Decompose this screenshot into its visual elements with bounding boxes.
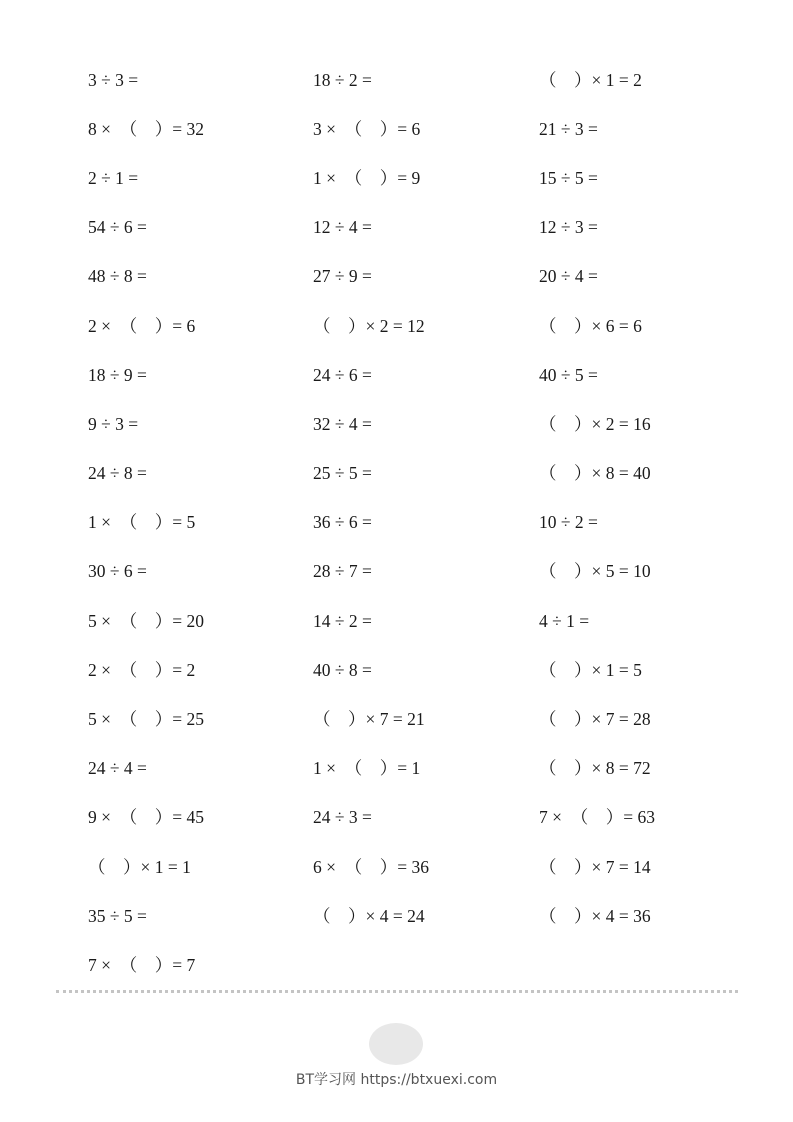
math-problem: 18 ÷ 9 =	[88, 365, 147, 385]
problem-row	[0, 507, 793, 537]
math-problem: 24 ÷ 6 =	[313, 365, 372, 385]
math-problem: 27 ÷ 9 =	[313, 266, 372, 286]
problem-row	[0, 901, 793, 931]
math-problem: 54 ÷ 6 =	[88, 217, 147, 237]
math-problem: 4 ÷ 1 =	[539, 611, 590, 631]
math-problem: （ ）× 7 = 14	[539, 857, 651, 877]
problem-row	[0, 212, 793, 242]
math-problem: 9 × （ ）= 45	[88, 807, 204, 827]
math-problem: 30 ÷ 6 =	[88, 561, 147, 581]
problem-row	[0, 655, 793, 685]
math-problem: 40 ÷ 5 =	[539, 365, 598, 385]
math-problem: 6 × （ ）= 36	[313, 857, 429, 877]
math-problem: （ ）× 6 = 6	[539, 316, 642, 336]
math-problem: 1 × （ ）= 5	[88, 512, 196, 532]
problem-row	[0, 114, 793, 144]
math-problem: （ ）× 4 = 24	[313, 906, 425, 926]
math-problem: 2 × （ ）= 2	[88, 660, 196, 680]
problem-row	[0, 802, 793, 832]
math-problem: （ ）× 5 = 10	[539, 561, 651, 581]
math-problem: （ ）× 1 = 5	[539, 660, 642, 680]
math-problem: 36 ÷ 6 =	[313, 512, 372, 532]
math-problem: 3 ÷ 3 =	[88, 70, 139, 90]
math-problem: 10 ÷ 2 =	[539, 512, 598, 532]
problem-row	[0, 458, 793, 488]
math-problem: 24 ÷ 4 =	[88, 758, 147, 778]
math-problem: 14 ÷ 2 =	[313, 611, 372, 631]
problem-row	[0, 163, 793, 193]
math-problem: 25 ÷ 5 =	[313, 463, 372, 483]
math-problem: （ ）× 1 = 1	[88, 857, 191, 877]
math-problem: 35 ÷ 5 =	[88, 906, 147, 926]
problem-row	[0, 409, 793, 439]
math-problem: 24 ÷ 8 =	[88, 463, 147, 483]
math-problem: （ ）× 7 = 28	[539, 709, 651, 729]
math-problem: 3 × （ ）= 6	[313, 119, 421, 139]
problem-row	[0, 261, 793, 291]
math-problem: 48 ÷ 8 =	[88, 266, 147, 286]
math-problem: 12 ÷ 4 =	[313, 217, 372, 237]
problem-row	[0, 556, 793, 586]
math-problem: （ ）× 8 = 72	[539, 758, 651, 778]
math-problem: 15 ÷ 5 =	[539, 168, 598, 188]
problem-row	[0, 950, 793, 980]
page-number-badge	[369, 1023, 423, 1065]
math-problem: 21 ÷ 3 =	[539, 119, 598, 139]
math-problem: 12 ÷ 3 =	[539, 217, 598, 237]
math-problem: 18 ÷ 2 =	[313, 70, 372, 90]
footer-site-text: BT学习网 https://btxuexi.com	[295, 1072, 498, 1088]
math-problem: 20 ÷ 4 =	[539, 266, 598, 286]
math-problem: 1 × （ ）= 1	[313, 758, 421, 778]
math-problem: 28 ÷ 7 =	[313, 561, 372, 581]
math-problem: （ ）× 4 = 36	[539, 906, 651, 926]
problem-row	[0, 852, 793, 882]
math-problem: 32 ÷ 4 =	[313, 414, 372, 434]
math-problem: 2 ÷ 1 =	[88, 168, 139, 188]
math-problem: 5 × （ ）= 25	[88, 709, 204, 729]
problem-row	[0, 311, 793, 341]
math-problem: （ ）× 1 = 2	[539, 70, 642, 90]
dotted-divider	[56, 990, 738, 993]
math-problem: 9 ÷ 3 =	[88, 414, 139, 434]
math-problem: （ ）× 7 = 21	[313, 709, 425, 729]
math-problem: （ ）× 8 = 40	[539, 463, 651, 483]
math-problem: （ ）× 2 = 16	[539, 414, 651, 434]
math-problem: 1 × （ ）= 9	[313, 168, 421, 188]
math-problem: 8 × （ ）= 32	[88, 119, 204, 139]
math-problem: 5 × （ ）= 20	[88, 611, 204, 631]
math-problem: 7 × （ ）= 7	[88, 955, 196, 975]
problem-row	[0, 360, 793, 390]
math-problem: 40 ÷ 8 =	[313, 660, 372, 680]
problem-row	[0, 65, 793, 95]
problem-row	[0, 704, 793, 734]
math-problem: 7 × （ ）= 63	[539, 807, 655, 827]
problem-row	[0, 753, 793, 783]
math-problem: （ ）× 2 = 12	[313, 316, 425, 336]
problem-row	[0, 606, 793, 636]
math-problem: 24 ÷ 3 =	[313, 807, 372, 827]
math-problem: 2 × （ ）= 6	[88, 316, 196, 336]
